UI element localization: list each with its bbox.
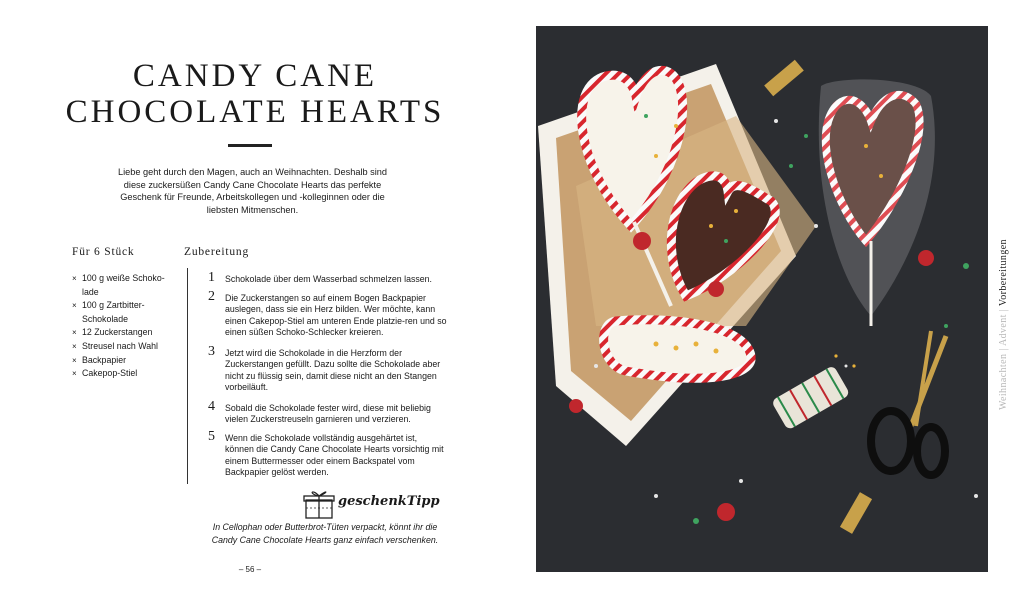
steps-heading: Zubereitung <box>184 246 250 258</box>
gift-tip-label: geschenkTipp <box>338 494 440 509</box>
ornament <box>633 232 651 250</box>
ornament <box>569 399 583 413</box>
step-4: 4 Sobald die Schokolade fester wird, diese mit beliebig vielen Zuckerstreuseln garnieren und verzieren. <box>208 399 431 425</box>
ingredient-item: × 100 g weiße Schoko-lade <box>72 273 165 297</box>
column-divider <box>187 268 188 484</box>
recipe-title-line2: CHOCOLATE HEARTS <box>65 94 445 130</box>
ingredient-item: × 100 g Zartbitter-Schokolade <box>72 300 145 324</box>
chapter-nav: Weihnachten | Advent | Vorbereitungen <box>998 239 1009 410</box>
gift-tip-badge <box>300 488 450 522</box>
gift-tip-text: In Cellophan oder Butterbrot-Tüten verpackt, könnt ihr die Candy Cane Chocolate Hearts ganz einfach verschenken. <box>211 522 439 545</box>
chapter-nav-item[interactable]: Advent <box>998 314 1009 346</box>
ingredient-item: × Cakepop-Stiel <box>72 368 138 379</box>
candy-cane-hearts-illustration <box>536 26 988 572</box>
gift-box-icon <box>302 488 336 520</box>
ingredient-item: × Backpapier <box>72 354 127 365</box>
ornament <box>717 503 735 521</box>
ornament <box>708 281 724 297</box>
recipe-photo <box>536 26 988 572</box>
step-1: 1 Schokolade über dem Wasserbad schmelzen lassen. <box>208 270 432 285</box>
chapter-nav-item[interactable]: Weihnachten <box>998 353 1009 410</box>
title-divider <box>228 144 272 147</box>
recipe-title-line1: CANDY CANE <box>132 58 378 94</box>
page-number: – 56 – <box>238 565 262 574</box>
ingredients-list <box>72 272 172 381</box>
step-3: 3 Jetzt wird die Schokolade in die Herzform der Zuckerstangen gefüllt. Dazu sollte die Schokolade aber nicht zu flüssig sein, damit diese nicht an den Stangen vorbeiläuft. <box>208 344 441 393</box>
ingredients-heading: Für 6 Stück <box>72 246 135 258</box>
step-2: 2 Die Zuckerstangen so auf einem Bogen Backpapier auslegen, dass sie ein Herz bilden. Wer möchte, kann einen Cakepop-Stiel am unteren Ende platzie-ren und so einen süßen Schoko-Schlecker kreieren. <box>208 289 447 338</box>
ingredient-item: × Streusel nach Wahl <box>72 340 158 351</box>
ingredient-item: × 12 Zuckerstangen <box>72 327 153 338</box>
ornament <box>918 250 934 266</box>
step-5: 5 Wenn die Schokolade vollständig ausgehärtet ist, können die Candy Cane Chocolate Hearts vorsichtig mit einem Buttermesser oder einem Backspatel vom Backpapier gelöst werden. <box>208 429 444 478</box>
chapter-nav-item-active[interactable]: Vorbereitungen <box>998 239 1009 307</box>
intro-text: Liebe geht durch den Magen, auch an Weihnachten. Deshalb sind diese zuckersüßen Candy Cane Chocolate Hearts das perfekte Geschenk für Freunde, Arbeitskollegen und -kolleginnen oder die liebsten Mitmenschen. <box>117 167 387 215</box>
